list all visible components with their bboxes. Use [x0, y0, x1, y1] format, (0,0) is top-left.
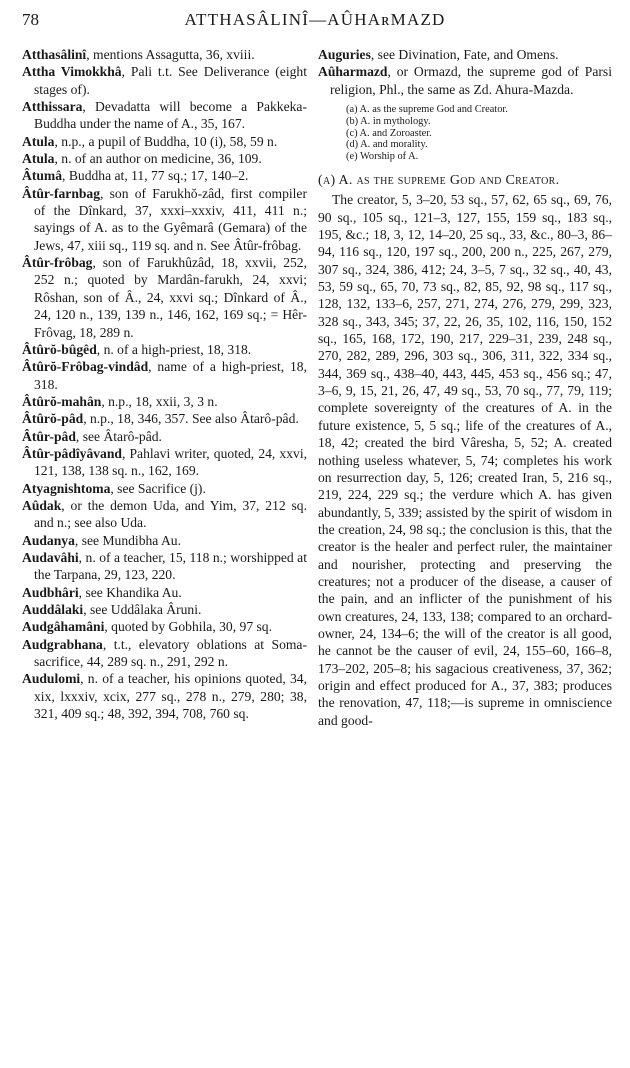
entry-text: , n.p., 18, 346, 357. See also Âtarô-pâd.	[83, 411, 299, 427]
entry-text: , t.t., elevatory oblations at Soma-sacrifice, 44, 289 sq. n., 291, 292 n.	[34, 636, 307, 670]
index-entry	[22, 254, 307, 341]
subsection-item: (b) A. in mythology.	[346, 115, 431, 127]
index-entry	[22, 549, 307, 584]
entry-headword: Audavâhi	[22, 549, 79, 565]
right-entries	[318, 46, 612, 98]
entry-text: , Buddha at, 11, 77 sq.; 17, 140–2.	[62, 168, 249, 184]
entry-headword: Âtûrŏ-bûgêd	[22, 341, 97, 357]
subsection-item: (a) A. as the supreme God and Creator.	[346, 104, 508, 116]
entry-text: , see Uddâlaka Âruni.	[83, 602, 202, 617]
entry-headword: Atula	[22, 133, 55, 149]
entry-text: , n. of a teacher, 15, 118 n.; worshipped at the Tarpana, 29, 123, 220.	[34, 549, 307, 583]
entry-headword: Audanya	[22, 532, 75, 548]
entry-text: , son of Farukhûzâd, 18, xxvii, 252, 252 n.; quoted by Mardân-farukh, 24, xxvi; Rôshan, son of Â., 24, xxvi sq.; Dînkard of Â., 24, 120 n., 139, 139 n., 146, 162, 169 sq.; = Hêr-Frôvag, 18, 289 n.	[34, 255, 307, 340]
subsection-list	[346, 104, 612, 163]
index-entry	[22, 601, 307, 618]
entry-text: , or the demon Uda, and Yim, 37, 212 sq. and n.; see also Uda.	[34, 497, 307, 531]
left-column	[22, 46, 307, 722]
entry-text: , Pali t.t. See Deliverance (eight stages of).	[34, 64, 307, 97]
index-entry	[22, 584, 307, 601]
index-entry	[22, 428, 307, 445]
entry-text: , son of Farukhŏ-zâd, first compiler of the Dînkard, 37, xxxi–xxxiv, 411, 411 n.; sayings of A. as to the Gyêmarâ (Gemara) of the Jews, 47, xiii sq., 119 sq. and n. See Âtûr-frôbag.	[34, 185, 307, 253]
entry-text: , see Mundibha Au.	[74, 532, 181, 548]
entry-headword: Audgâhamâni	[22, 619, 105, 635]
entry-headword: Audgrabhana	[22, 636, 103, 652]
index-entry	[22, 532, 307, 549]
index-entry	[22, 46, 307, 63]
entry-text: , n.p., 18, xxii, 3, 3 n.	[101, 393, 218, 409]
entry-text: , see Khandika Au.	[78, 584, 182, 600]
entry-headword: Âtûrŏ-pâd	[22, 411, 84, 427]
entry-text: , mentions Assagutta, 36, xviii.	[86, 47, 255, 62]
index-entry	[22, 636, 307, 671]
section-body: The creator, 5, 3–20, 53 sq., 57, 62, 65 sq., 69, 76, 90 sq., 105 sq., 121–3, 127, 155, 159 sq., 183 sq., 195, &c.; 18, 3, 12, 14–20, 25 sq., 33, &c., 80–3, 86–94, 116 sq., 120, 197 sq., 200, 200 n., 225, 267, 279, 307 sq., 324, 386, 412; 24, 3–5, 7 sq., 32 sq., 40, 43, 53, 59 sq., 65, 70, 73 sq., 82, 85, 92, 98 sq., 117 sq., 128, 132, 133–6, 257, 271, 274, 276, 279, 299, 323, 328 sq., 343, 345; 37, 22, 26, 35, 102, 116, 150, 152 sq., 165, 168, 172, 190, 217, 229–31, 239, 248 sq., 270, 282, 289, 296, 303 sq., 306, 311, 322, 334 sq., 344, 369 sq., 438–40, 443, 445, 453 sq., 456 sq.; 47, 3–6, 9, 15, 21, 26, 47, 49 sq., 53, 70 sq., 77, 79, 119; complete sovereignty of the creatures of A. in the future existence, 5, 5 sq.; life of the creatures of A., 18, 42; created the bird Vâresha, 5, 52; A. created nothing useless whatever, 5, 74; completes his work on resurrection day, 5, 126; created Iran, 5, 216 sq., 219, 224, 229 sq.; the verdure which A. has given abundantly, 5, 339; assisted by the spirit of wisdom in the creation, 24, 98 sq.; the conclusion is this, that the creator is the healer and perfect ruler, the maintainer and nourisher, protecting and preserving the creatures; not a producer of the disease, a causer of the pain, and an inflicter of the punishment of his own creatures, 24, 133, 138; compared to an orchard-owner, 24, 134–6; the will of the creator is all good, he cannot be the causer of evil, 24, 155–60, 166–8, 173–202, 205–8; his sagacious creativeness, 37, 362; origin and effect produced for A., 37, 383; produces the renovation, 47, 118;—is supreme in omniscience and good-	[318, 192, 612, 728]
subsection-item: (e) Worship of A.	[346, 151, 419, 163]
entry-text: , n. of a teacher, his opinions quoted, 34, xix, lxxxiv, xcix, 277 sq., 278 n., 279, 280; 38, 321, 409 sq.; 48, 392, 394, 708, 760 sq.	[34, 671, 307, 722]
index-entry	[22, 497, 307, 532]
entry-text: , Devadatta will become a Pakkeka-Buddha under the name of A., 35, 167.	[34, 99, 307, 132]
entry-headword: Atthasâlinî	[22, 47, 87, 62]
entry-headword: Âtûrŏ-mahân	[22, 393, 102, 409]
index-entry	[22, 150, 307, 167]
entry-headword: Attha Vimokkhâ	[22, 64, 122, 80]
entry-text: , see Âtarô-pâd.	[75, 428, 162, 444]
index-entry	[22, 670, 307, 722]
index-entry	[318, 46, 612, 63]
entry-headword: Âtûrŏ-Frôbag-vindâd	[22, 359, 149, 375]
index-entry	[22, 133, 307, 150]
entry-headword: Aûdak	[22, 497, 62, 513]
index-entry	[22, 618, 307, 635]
index-entry	[22, 480, 307, 497]
entry-text: , name of a high-priest, 18, 318.	[34, 359, 307, 392]
entry-text: , Pahlavi writer, quoted, 24, xxvi, 121, 138, 138 sq. n., 162, 169.	[34, 445, 307, 479]
entry-text: , or Ormazd, the supreme god of Parsi religion, Phl., the same as Zd. Ahura-Mazda.	[330, 64, 612, 97]
index-entry	[22, 341, 307, 358]
entry-headword: Âtumâ	[22, 168, 63, 184]
entry-headword: Audulomi	[22, 671, 81, 687]
index-entry	[22, 63, 307, 98]
index-entry	[22, 185, 307, 254]
page-number: 78	[22, 10, 39, 29]
index-entry	[22, 445, 307, 480]
index-entry	[318, 63, 612, 98]
index-entry	[22, 167, 307, 184]
entry-text: , n. of a high-priest, 18, 318.	[96, 341, 252, 357]
entry-text: , n.p., a pupil of Buddha, 10 (i), 58, 59 n.	[54, 133, 278, 149]
index-entry	[22, 358, 307, 393]
entry-headword: Auddâlaki	[22, 602, 84, 617]
index-entry	[22, 393, 307, 410]
entry-headword: Âtûr-pâd	[22, 428, 76, 444]
entry-headword: Audbhâri	[22, 584, 79, 600]
index-entry	[22, 98, 307, 133]
index-entry	[22, 410, 307, 427]
right-column	[318, 46, 612, 729]
entry-headword: Âtûr-pâdîyâvand	[22, 445, 122, 461]
entry-text: , see Sacrifice (j).	[110, 480, 206, 496]
entry-text: , see Divination, Fate, and Omens.	[370, 47, 559, 62]
section-heading: (a) A. as the supreme God and Creator.	[318, 173, 560, 189]
entry-headword: Âtûr-farnbag	[22, 185, 101, 201]
entry-headword: Âtûr-frôbag	[22, 255, 93, 271]
subsection-item: (c) A. and Zoroaster.	[346, 127, 432, 139]
entry-headword: Atthissara	[22, 99, 83, 115]
entry-text: , n. of an author on medicine, 36, 109.	[54, 151, 262, 167]
entry-headword: Auguries	[318, 47, 371, 62]
entry-headword: Aûharmazd	[318, 64, 388, 80]
index-columns	[22, 46, 612, 1068]
page-header	[22, 10, 608, 36]
running-title: ATTHASÂLINÎ—AÛHAʀMAZD	[184, 10, 446, 29]
entry-headword: Atyagnishtoma	[22, 480, 111, 496]
entry-headword: Atula	[22, 151, 55, 167]
entry-text: , quoted by Gobhila, 30, 97 sq.	[104, 619, 273, 635]
subsection-item: (d) A. and morality.	[346, 139, 428, 151]
